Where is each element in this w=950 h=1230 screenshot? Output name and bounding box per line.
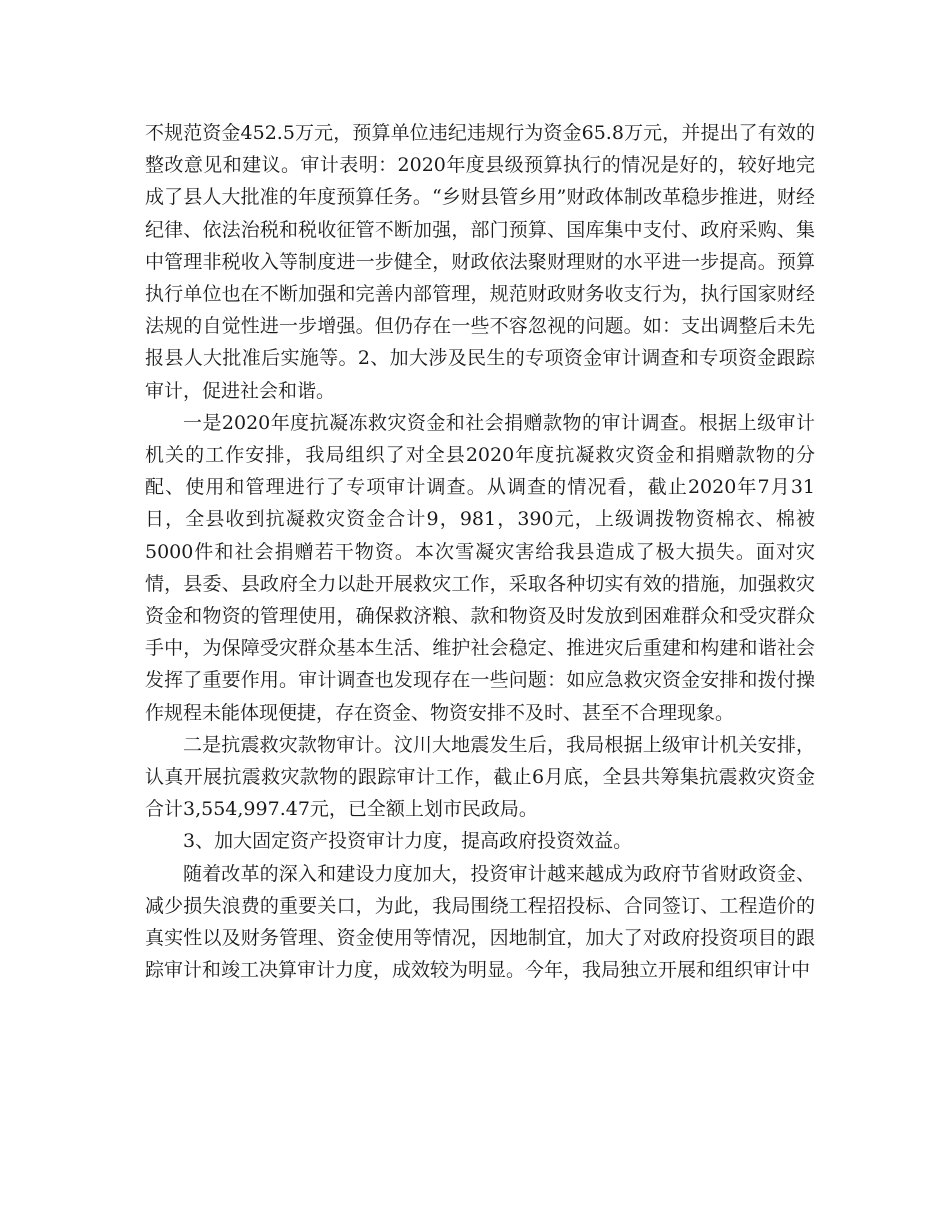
document-body — [145, 117, 815, 986]
paragraph-investment-audit: 随着改革的深入和建设力度加大，投资审计越来越成为政府节省财政资金、减少损失浪费的重要关口，为此，我局围绕工程招投标、合同签订、工程造价的真实性以及财务管理、资金使用等情况，因地制宜，加大了对政府投资项目的跟踪审计和竣工决算审计力度，成效较为明显。今年，我局独立开展和组织审计中 — [145, 862, 815, 982]
paragraph-disaster-relief-audit: 一是2020年度抗凝冻救灾资金和社会捐赠款物的审计调查。根据上级审计机关的工作安排，我局组织了对全县2020年度抗凝救灾资金和捐赠款物的分配、使用和管理进行了专项审计调查。从调查的情况看，截止2020年7月31日，全县收到抗凝救灾资金合计9，981，390元，上级调拨物资棉衣、棉被5000件和社会捐赠若干物资。本次雪凝灾害给我县造成了极大损失。面对灾情，县委、县政府全力以赴开展救灾工作，采取各种切实有效的措施，加强救灾资金和物资的管理使用，确保救济粮、款和物资及时发放到困难群众和受灾群众手中，为保障受灾群众基本生活、维护社会稳定、推进灾后重建和构建和谐社会发挥了重要作用。审计调查也发现存在一些问题：如应急救灾资金安排和拨付操作规程未能体现便捷，存在资金、物资安排不及时、甚至不合理现象。 — [145, 411, 815, 724]
paragraph-investment-heading: 3、加大固定资产投资审计力度，提高政府投资效益。 — [183, 830, 633, 853]
paragraph-budget-audit: 不规范资金452.5万元，预算单位违纪违规行为资金65.8万元，并提出了有效的整改意见和建议。审计表明：2020年度县级预算执行的情况是好的，较好地完成了县人大批准的年度预算任务。“乡财县管乡用”财政体制改革稳步推进，财经纪律、依法治税和税收征管不断加强，部门预算、国库集中支付、政府采购、集中管理非税收入等制度进一步健全，财政依法聚财理财的水平进一步提高。预算执行单位也在不断加强和完善内部管理，规范财政财务收支行为，执行国家财经法规的自觉性进一步增强。但仍存在一些不容忽视的问题。如：支出调整后未先报县人大批准后实施等。2、加大涉及民生的专项资金审计调查和专项资金跟踪审计，促进社会和谐。 — [145, 122, 815, 402]
paragraph-earthquake-relief-audit: 二是抗震救灾款物审计。汶川大地震发生后，我局根据上级审计机关安排，认真开展抗震救灾款物的跟踪审计工作，截止6月底，全县共筹集抗震救灾资金合计3,554,997.47元，已全额上划市民政局。 — [145, 733, 815, 821]
